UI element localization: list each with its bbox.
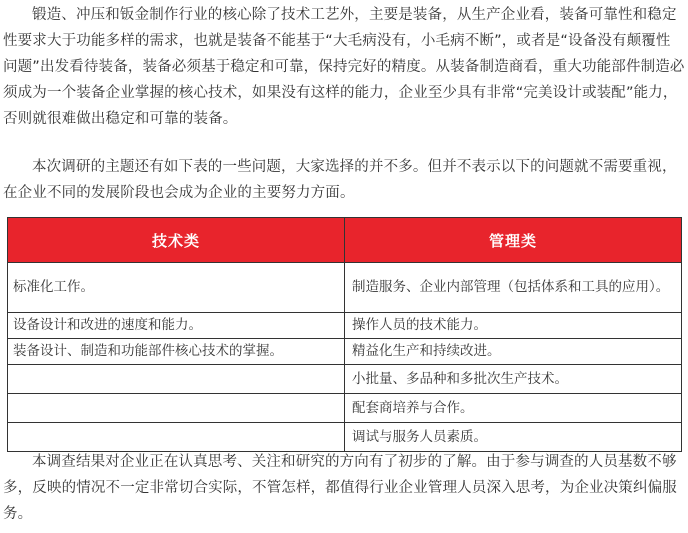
table-row [8, 263, 682, 313]
survey-topics-table [7, 217, 682, 452]
management-cell: 调试与服务人员素质。 [345, 423, 682, 452]
table-row [8, 313, 682, 339]
header-management: 管理类 [345, 218, 682, 263]
header-technical: 技术类 [8, 218, 345, 263]
technical-cell: 设备设计和改进的速度和能力。 [8, 313, 345, 339]
table-row [8, 394, 682, 423]
technical-cell [8, 394, 345, 423]
technical-cell [8, 423, 345, 452]
technical-cell: 装备设计、制造和功能部件核心技术的掌握。 [8, 339, 345, 365]
management-cell: 精益化生产和持续改进。 [345, 339, 682, 365]
survey-topic-paragraph: 本次调研的主题还有如下表的一些问题，大家选择的并不多。但并不表示以下的问题就不需要重视，在企业不同的发展阶段也会成为企业的主要努力方面。 [3, 159, 677, 201]
table-row [8, 365, 682, 394]
technical-cell [8, 365, 345, 394]
management-cell: 小批量、多品种和多批次生产技术。 [345, 365, 682, 394]
management-cell: 配套商培养与合作。 [345, 394, 682, 423]
table-header-row [8, 218, 682, 263]
management-cell: 操作人员的技术能力。 [345, 313, 682, 339]
table-row [8, 339, 682, 365]
management-cell: 制造服务、企业内部管理（包括体系和工具的应用）。 [345, 263, 682, 313]
conclusion-paragraph: 本调查结果对企业正在认真思考、关注和研究的方向有了初步的了解。由于参与调查的人员基数不够多，反映的情况不一定非常切合实际，不管怎样，都值得行业企业管理人员深入思考，为企业决策纠偏服务。 [3, 454, 677, 522]
technical-cell: 标准化工作。 [8, 263, 345, 313]
intro-paragraph: 锻造、冲压和钣金制作行业的核心除了技术工艺外，主要是装备，从生产企业看，装备可靠性和稳定性要求大于功能多样的需求，也就是装备不能基于“大毛病没有，小毛病不断”，或者是“设备没有颠覆性问题”出发看待装备，装备必须基于稳定和可靠，保持完好的精度。从装备制造商看，重大功能部件制造必须成为一个装备企业掌握的核心技术，如果没有这样的能力，企业至少具有非常“完美设计或装配”能力，否则就很难做出稳定和可靠的装备。 [3, 7, 685, 127]
table-row [8, 423, 682, 452]
